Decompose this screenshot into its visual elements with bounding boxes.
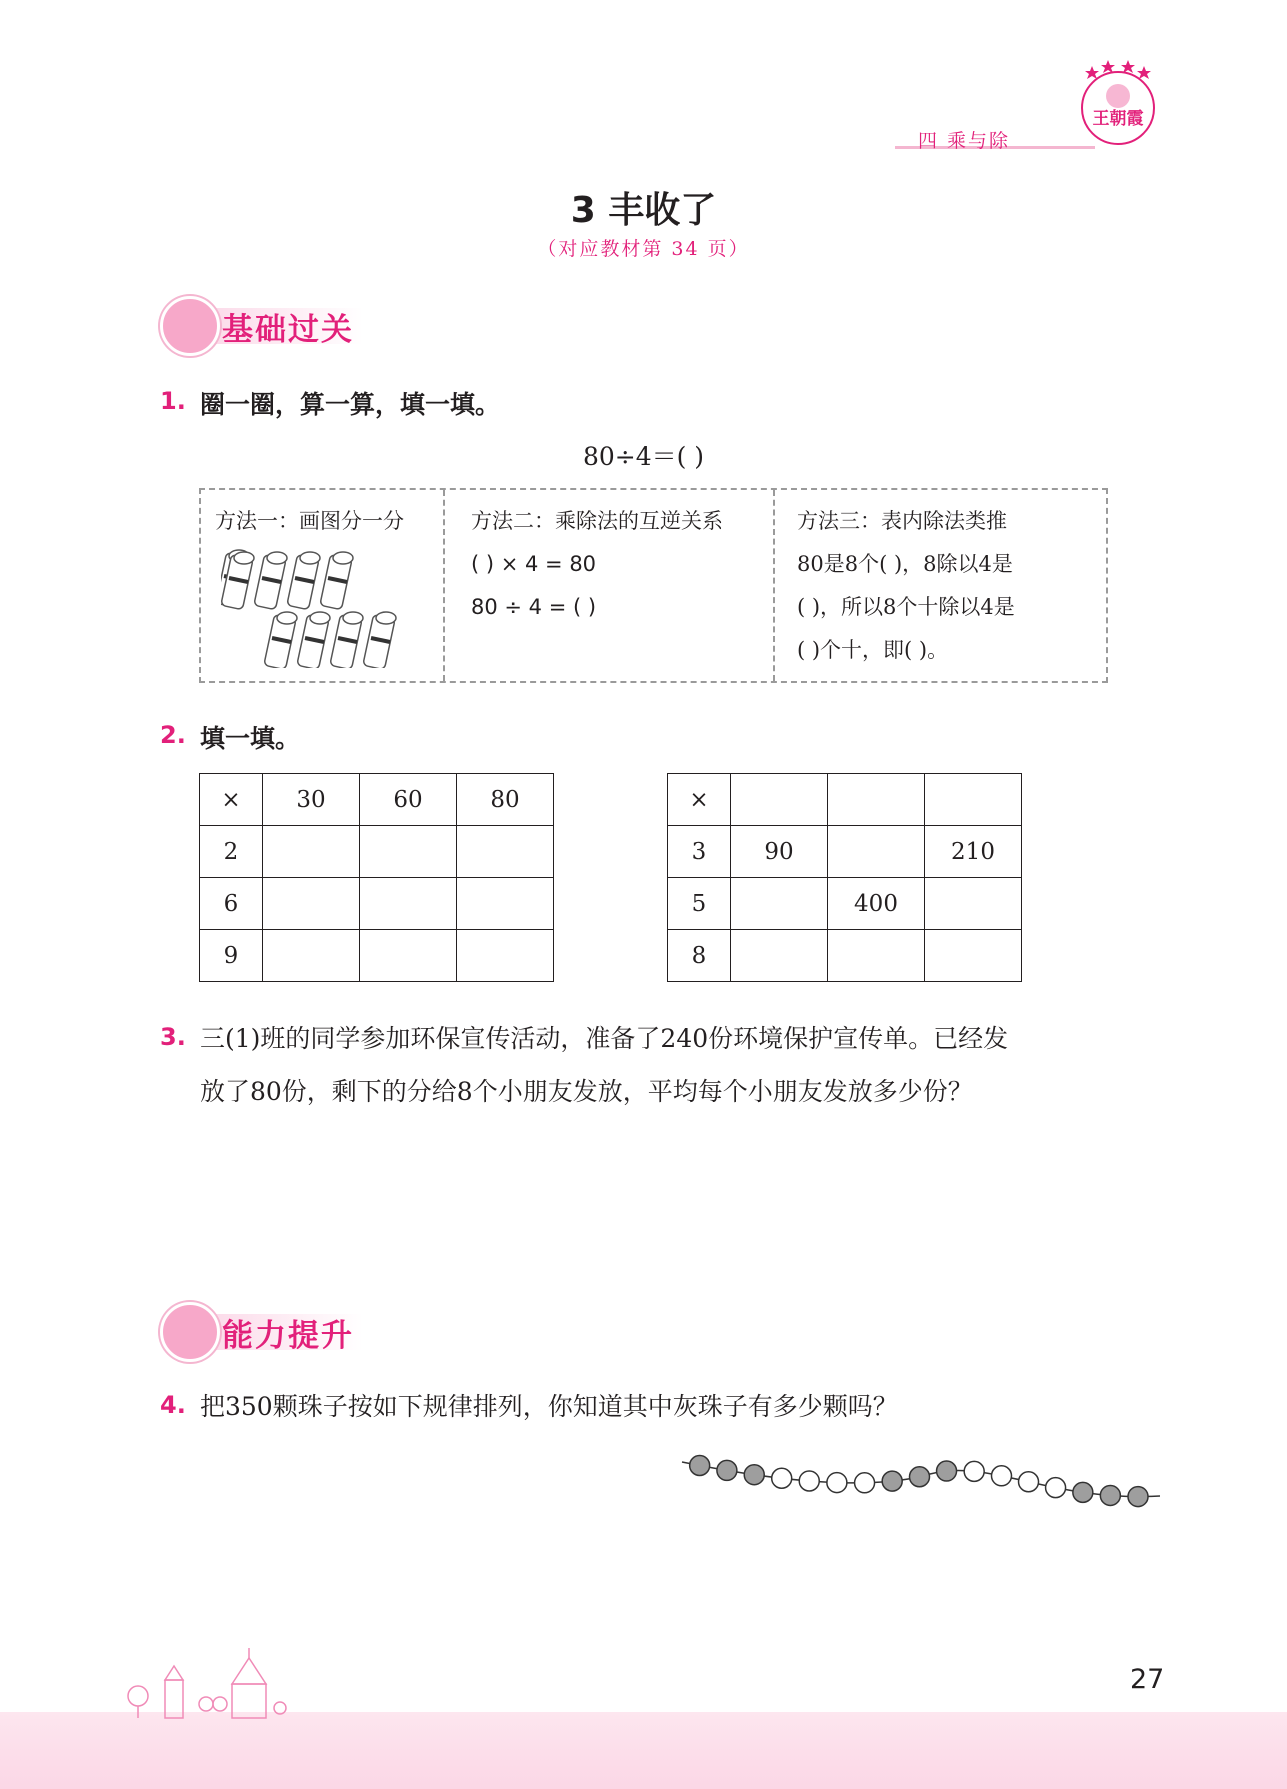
gray-bead [1128, 1487, 1148, 1507]
method-3-line-2: ( )，所以8个十除以4是 [797, 595, 1015, 619]
white-bead [772, 1468, 792, 1488]
table-row-header: 6 [200, 878, 263, 930]
method-2 [443, 490, 773, 681]
table-cell[interactable] [925, 930, 1022, 982]
white-bead [855, 1473, 875, 1493]
multiplication-table-right [667, 773, 1022, 982]
method-3-line-1: 80是8个( )，8除以4是 [797, 552, 1013, 576]
table-header-cell[interactable] [925, 774, 1022, 826]
gray-bead [910, 1467, 930, 1487]
table-row [200, 774, 554, 826]
publisher-logo [1072, 56, 1164, 156]
table-cell[interactable] [263, 826, 360, 878]
castle-decoration-icon [120, 1640, 380, 1720]
gray-bead [937, 1461, 957, 1481]
question-4-number: 4. [160, 1391, 186, 1419]
method-3 [773, 490, 1106, 681]
table-header-cell: 60 [360, 774, 457, 826]
table-row-header: 5 [668, 878, 731, 930]
question-1-equation: 80÷4＝( ) [582, 442, 705, 471]
section-title-basic: 基础过关 [222, 312, 354, 348]
method-2-line-2: 80 ÷ 4 = ( ) [471, 595, 597, 619]
method-2-title: 方法二：乘除法的互逆关系 [471, 509, 723, 533]
lesson-title: 3 丰收了 [570, 190, 717, 231]
table-cell[interactable] [828, 930, 925, 982]
table-cell[interactable] [828, 826, 925, 878]
table-row-header: 3 [668, 826, 731, 878]
gray-bead [744, 1465, 764, 1485]
gray-bead [882, 1471, 902, 1491]
gray-bead [690, 1455, 710, 1475]
method-2-line-1: ( ) × 4 = 80 [471, 552, 597, 576]
question-3-number: 3. [160, 1023, 186, 1051]
white-bead [991, 1466, 1011, 1486]
methods-box [199, 488, 1108, 683]
table-cell[interactable] [731, 930, 828, 982]
table-cell[interactable] [457, 930, 554, 982]
table-row [200, 826, 554, 878]
white-bead [827, 1473, 847, 1493]
question-2-number: 2. [160, 721, 186, 749]
table-row-header: 2 [200, 826, 263, 878]
table-row-header: 8 [668, 930, 731, 982]
section-title-advanced: 能力提升 [222, 1318, 354, 1354]
table-row [200, 930, 554, 982]
table-cell[interactable] [360, 826, 457, 878]
table-row-header: 9 [200, 930, 263, 982]
bead-string [670, 1440, 1170, 1520]
table-row [200, 878, 554, 930]
section-banner-advanced [160, 1302, 400, 1362]
table-row [668, 878, 1022, 930]
question-2-text: 填一填。 [200, 724, 301, 753]
table-row [668, 826, 1022, 878]
table-cell[interactable] [925, 878, 1022, 930]
table-row [668, 930, 1022, 982]
table-cell[interactable] [360, 878, 457, 930]
gray-bead [1100, 1485, 1120, 1505]
table-row [668, 774, 1022, 826]
boy-avatar-icon [160, 1302, 220, 1362]
table-header-cell[interactable] [731, 774, 828, 826]
table-cell: 90 [731, 826, 828, 878]
white-bead [1046, 1478, 1066, 1498]
question-4-text: 把350颗珠子按如下规律排列，你知道其中灰珠子有多少颗吗？ [200, 1392, 898, 1421]
table-cell[interactable] [731, 878, 828, 930]
gray-bead [1073, 1482, 1093, 1502]
lesson-reference: （对应教材第 34 页） [537, 238, 750, 260]
method-3-title: 方法三：表内除法类推 [797, 509, 1007, 533]
table-corner: × [200, 774, 263, 826]
question-3-line-1: 三(1)班的同学参加环保宣传活动，准备了240份环境保护宣传单。已经发 [200, 1024, 1009, 1053]
bundles-illustration [221, 548, 421, 668]
table-cell: 210 [925, 826, 1022, 878]
table-cell[interactable] [263, 878, 360, 930]
method-1 [201, 490, 443, 681]
multiplication-table-left [199, 773, 554, 982]
white-bead [799, 1471, 819, 1491]
white-bead [964, 1461, 984, 1481]
method-3-line-3: ( )个十，即( )。 [797, 638, 949, 662]
table-cell[interactable] [457, 826, 554, 878]
white-bead [1019, 1472, 1039, 1492]
question-1-text: 圈一圈，算一算，填一填。 [200, 390, 501, 419]
footer-band [0, 1712, 1287, 1789]
table-cell: 400 [828, 878, 925, 930]
table-cell[interactable] [263, 930, 360, 982]
gray-bead [717, 1460, 737, 1480]
question-3-line-2: 放了80份，剩下的分给8个小朋友发放，平均每个小朋友发放多少份？ [200, 1077, 973, 1106]
table-corner: × [668, 774, 731, 826]
table-header-cell: 30 [263, 774, 360, 826]
chapter-label: 四 乘与除 [918, 130, 1011, 152]
question-1-number: 1. [160, 387, 186, 415]
table-cell[interactable] [457, 878, 554, 930]
table-header-cell: 80 [457, 774, 554, 826]
table-cell[interactable] [360, 930, 457, 982]
svg-text:王朝霞: 王朝霞 [1092, 109, 1144, 129]
page-number: 27 [1130, 1664, 1165, 1695]
section-banner-basic [160, 296, 400, 356]
method-1-title: 方法一：画图分一分 [215, 509, 404, 533]
table-header-cell[interactable] [828, 774, 925, 826]
girl-avatar-icon [160, 296, 220, 356]
